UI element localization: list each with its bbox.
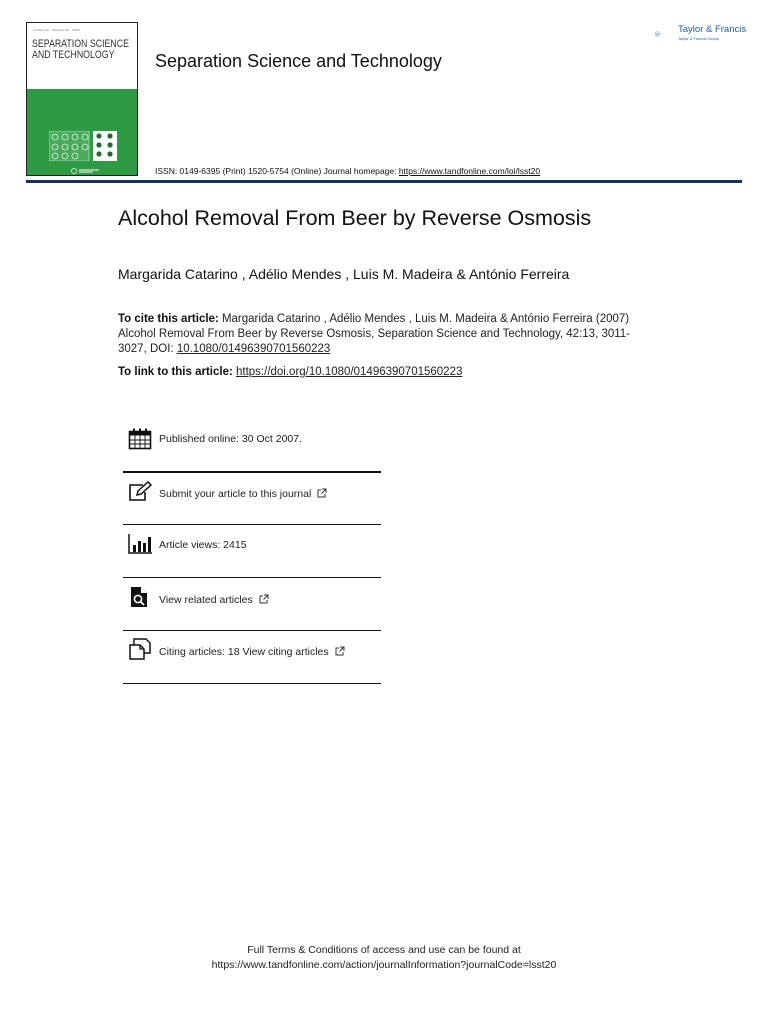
journal-homepage-link[interactable]: https://www.tandfonline.com/loi/lsst20 [398, 166, 541, 176]
citation-block [118, 312, 648, 357]
citation-text: Margarida Catarino , Adélio Mendes , Luis M. Madeira & António Ferreira (2007) Alcohol Removal From Beer by Reverse Osmosis, Separation Science and Technology, 42:13, 3011-3027, DOI: [118, 313, 631, 355]
article-link-label: To link to this article: [118, 366, 236, 378]
issn-line [155, 166, 540, 176]
journal-cover [26, 22, 138, 176]
publisher-name: Taylor & Francis [678, 24, 747, 35]
footer-line1: Full Terms & Conditions of access and use can be found at [247, 944, 521, 956]
citing-articles-text: Citing articles: 18 View citing articles [159, 646, 329, 658]
external-link-icon [335, 646, 345, 656]
article-views-row [123, 525, 381, 578]
cover-small-text: Volume 00 · Number 00 · 0000 [33, 28, 80, 32]
article-link-block [118, 366, 462, 378]
external-link-icon [317, 488, 327, 498]
submit-article-link[interactable] [159, 488, 327, 500]
article-views-text: Article views: 2415 [159, 539, 247, 551]
taylor-francis-logo-icon [655, 22, 677, 46]
calendar-icon [128, 428, 152, 450]
cover-title [32, 38, 129, 61]
header-divider [26, 180, 742, 183]
issn-text: ISSN: 0149-6395 (Print) 1520-5754 (Online) Journal homepage: [155, 166, 399, 176]
cover-pattern-graphic [49, 131, 119, 161]
related-articles-row[interactable] [123, 578, 381, 631]
article-authors: Margarida Catarino , Adélio Mendes , Luis M. Madeira & António Ferreira [118, 266, 570, 282]
citing-articles-row[interactable] [123, 631, 381, 684]
article-title: Alcohol Removal From Beer by Reverse Osmosis [118, 206, 592, 230]
cover-title-line2: AND TECHNOLOGY [32, 49, 115, 61]
submit-article-text: Submit your article to this journal [159, 488, 312, 500]
edit-pencil-icon [128, 481, 152, 503]
submit-article-row[interactable] [123, 472, 381, 525]
citation-doi-link[interactable]: 10.1080/01496390701560223 [176, 343, 331, 355]
document-search-icon [128, 586, 152, 608]
published-date-text: Published online: 30 Oct 2007. [159, 433, 303, 445]
external-link-icon [259, 594, 269, 604]
footer-terms-link[interactable]: https://www.tandfonline.com/action/journalInformation?journalCode=lsst20 [211, 959, 557, 971]
publisher-subname: Taylor & Francis Group [678, 36, 719, 41]
bar-chart-icon [128, 533, 152, 555]
citing-articles-link[interactable] [159, 646, 345, 658]
journal-title: Separation Science and Technology [155, 51, 442, 71]
related-articles-text: View related articles [159, 594, 253, 606]
row-divider [123, 683, 381, 684]
related-articles-link[interactable] [159, 594, 269, 606]
cover-publisher-logo [71, 168, 101, 174]
article-doi-link[interactable]: https://doi.org/10.1080/01496390701560223 [236, 366, 463, 378]
citation-label: To cite this article: [118, 313, 219, 325]
published-row [123, 426, 381, 472]
cover-title-line1: SEPARATION SCIENCE [32, 38, 129, 50]
citing-pages-icon [128, 638, 152, 660]
footer-terms [0, 943, 768, 973]
